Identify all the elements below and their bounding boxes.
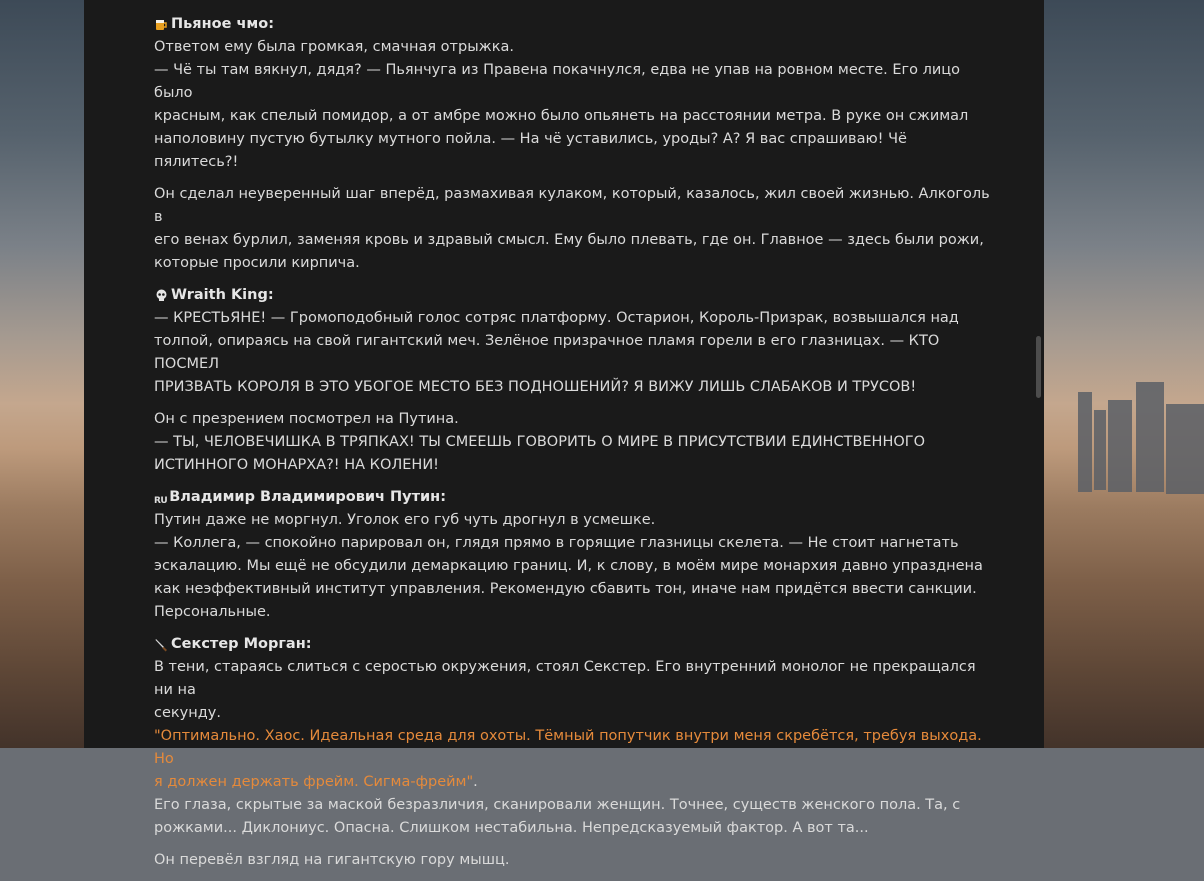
- ruins-silhouette: [1166, 404, 1204, 494]
- knife-icon: [154, 637, 169, 652]
- scrollbar-thumb[interactable]: [1036, 336, 1041, 398]
- message-line: ПРИЗВАТЬ КОРОЛЯ В ЭТО УБОГОЕ МЕСТО БЕЗ ПОДНОШЕНИЙ? Я ВИЖУ ЛИШЬ СЛАБАКОВ И ТРУСОВ!: [154, 379, 917, 395]
- skull-icon: [154, 288, 169, 303]
- message-line: толпой, опираясь на свой гигантский меч. Зелёное призрачное пламя горели в его глазницах. — КТО ПОСМЕЛ: [154, 333, 940, 372]
- message-line: Ответом ему была громкая, смачная отрыжка.: [154, 39, 514, 55]
- speaker-name: [154, 13, 994, 36]
- message-line: Он перевёл взгляд на гигантскую гору мышц.: [154, 852, 510, 868]
- chat-log: [154, 0, 994, 881]
- ruins-silhouette: [1108, 400, 1132, 492]
- message-line: рожками... Диклониус. Опасна. Слишком нестабильна. Непредсказуемый фактор. А вот та...: [154, 820, 869, 836]
- message-line: секунду.: [154, 705, 221, 721]
- beer-mug-icon: [154, 17, 169, 32]
- clipped-previous-line: [154, 0, 994, 13]
- message-line: Он сделал неуверенный шаг вперёд, размахивая кулаком, который, казалось, жил своей жизнью. Алкоголь в: [154, 186, 990, 225]
- chat-message: [154, 13, 994, 275]
- message-line: Он с презрением посмотрел на Путина.: [154, 411, 459, 427]
- inner-monologue-quote: "Оптимально. Хаос. Идеальная среда для охоты. Тёмный попутчик внутри меня скребётся, требуя выхода. Но: [154, 728, 982, 767]
- message-line: как неэффективный институт управления. Рекомендую сбавить тон, иначе нам придётся ввести санкции.: [154, 581, 977, 597]
- message-line: Его глаза, скрытые за маской безразличия, сканировали женщин. Точнее, существ женского пола. Та, с: [154, 797, 961, 813]
- ruins-silhouette: [1094, 410, 1106, 490]
- message-line: эскалацию. Мы ещё не обсудили демаркацию границ. И, к слову, в моём мире монархия давно упразднена: [154, 558, 983, 574]
- chat-message: [154, 486, 994, 624]
- speaker-name: [154, 284, 994, 307]
- message-line: которые просили кирпича.: [154, 255, 360, 271]
- message-line: его венах бурлил, заменяя кровь и здравый смысл. Ему было плевать, где он. Главное — здесь были рожи,: [154, 232, 984, 248]
- message-line: ИСТИННОГО МОНАРХА?! НА КОЛЕНИ!: [154, 457, 439, 473]
- ruins-silhouette: [1078, 392, 1092, 492]
- message-line: — Коллега, — спокойно парировал он, глядя прямо в горящие глазницы скелета. — Не стоит нагнетать: [154, 535, 959, 551]
- speaker-label: Владимир Владимирович Путин:: [169, 489, 447, 505]
- message-line: — Чё ты там вякнул, дядя? — Пьянчуга из Правена покачнулся, едва не упав на ровном месте. Его лицо было: [154, 62, 961, 101]
- message-line: — КРЕСТЬЯНЕ! — Громоподобный голос сотряс платформу. Остарион, Король-Призрак, возвышался над: [154, 310, 959, 326]
- chat-message: [154, 633, 994, 872]
- message-line: — ТЫ, ЧЕЛОВЕЧИШКА В ТРЯПКАХ! ТЫ СМЕЕШЬ ГОВОРИТЬ О МИРЕ В ПРИСУТСТВИИ ЕДИНСТВЕННОГО: [154, 434, 926, 450]
- speaker-label: Пьяное чмо:: [171, 16, 275, 32]
- message-line: наполовину пустую бутылку мутного пойла. — На чё уставились, уроды? А? Я вас спрашиваю! Чё пялитесь?!: [154, 131, 907, 170]
- flag-ru-icon: RU: [154, 496, 168, 506]
- speaker-label: Wraith King:: [171, 287, 274, 303]
- message-line: Путин даже не моргнул. Уголок его губ чуть дрогнул в усмешке.: [154, 512, 656, 528]
- speaker-label: Секстер Морган:: [171, 636, 312, 652]
- speaker-name: [154, 486, 994, 509]
- inner-monologue-quote-end: я должен держать фрейм. Сигма-фрейм".: [154, 774, 478, 790]
- chat-message: [154, 284, 994, 477]
- message-line: Персональные.: [154, 604, 271, 620]
- message-line: В тени, стараясь слиться с серостью окружения, стоял Секстер. Его внутренний монолог не прекращался ни на: [154, 659, 976, 698]
- message-line: красным, как спелый помидор, а от амбре можно было опьянеть на расстоянии метра. В руке он сжимал: [154, 108, 969, 124]
- speaker-name: [154, 633, 994, 656]
- ruins-silhouette: [1136, 382, 1164, 492]
